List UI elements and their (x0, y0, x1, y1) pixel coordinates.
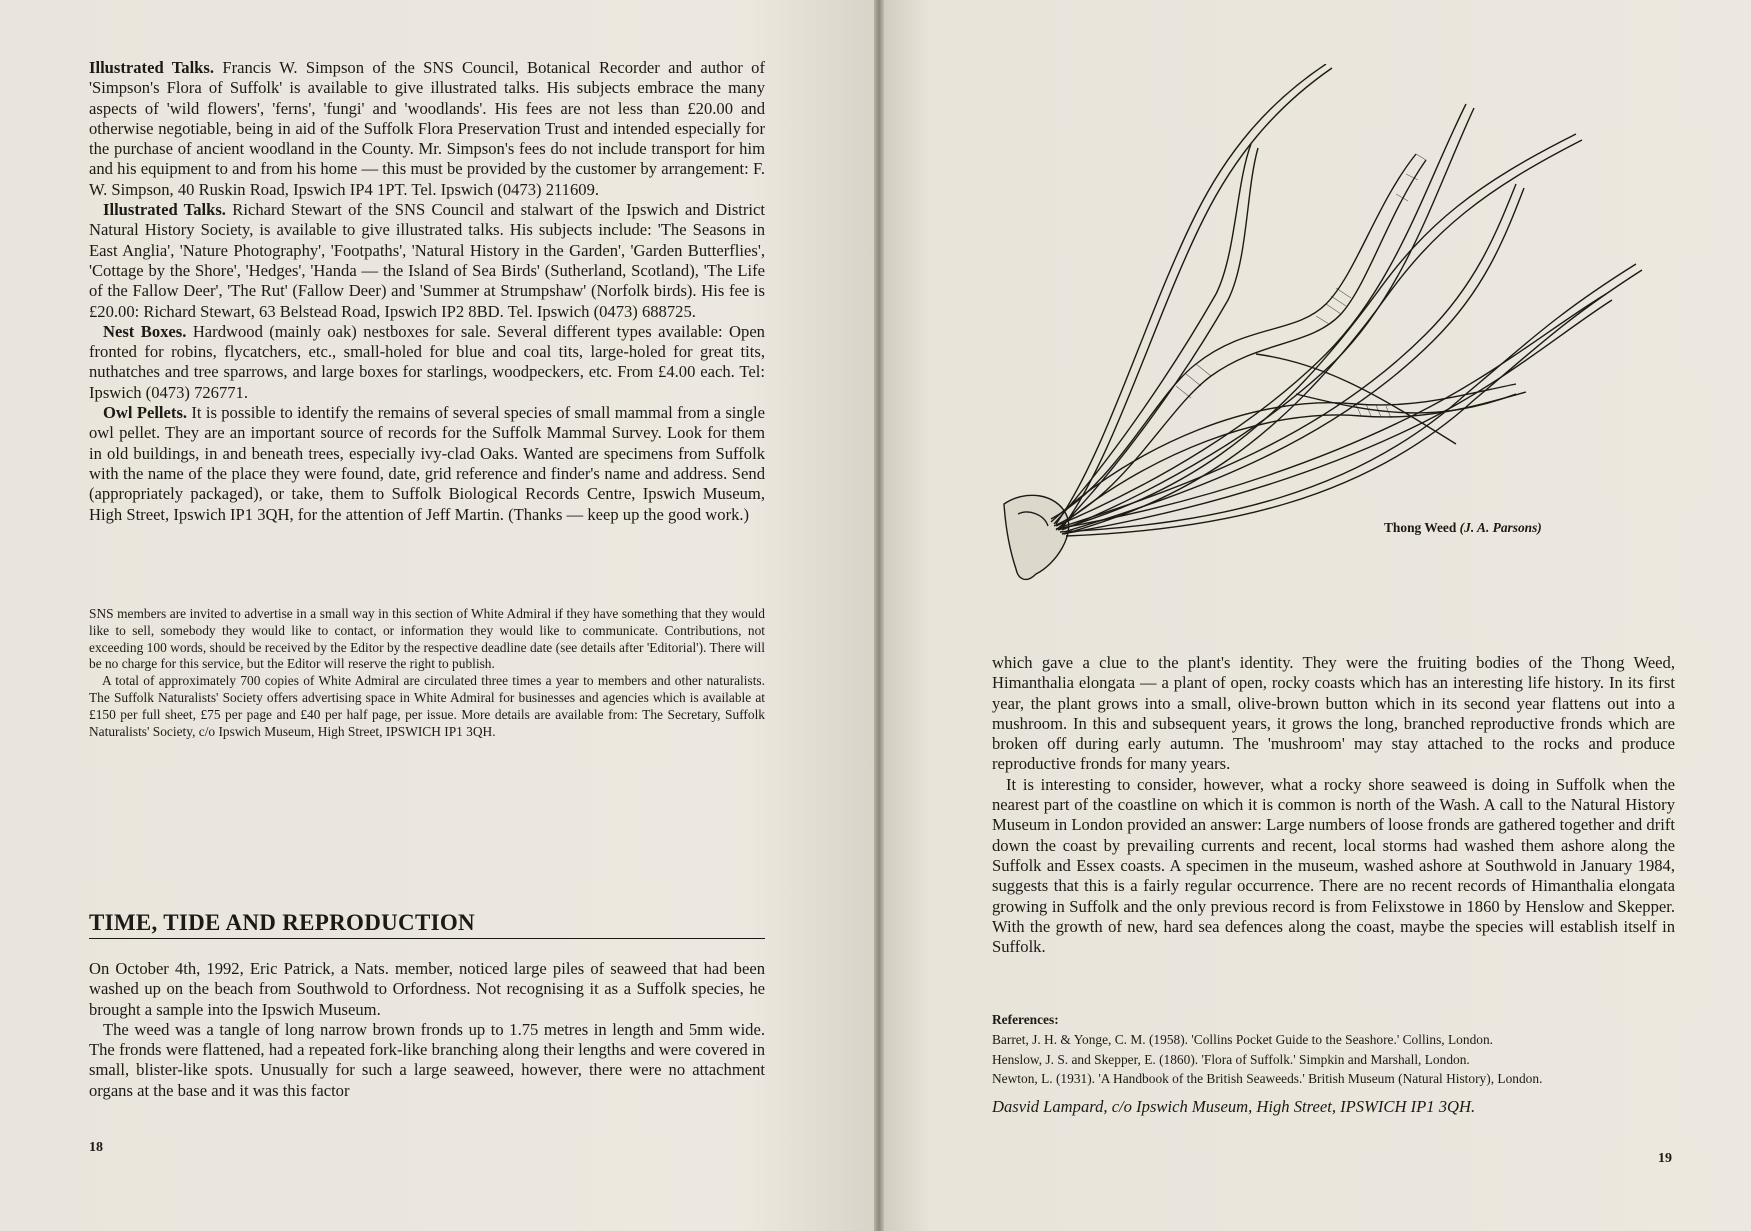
figure-caption: Thong Weed (J. A. Parsons) (1384, 520, 1542, 535)
notice-paragraph: A total of approximately 700 copies of White Admiral are circulated three times a year to members and other naturalists. The Suffolk Naturalists' Society offers advertising space in White Admiral for businesses and agencies which is available at £150 per full sheet, £75 per page and £40 per half page, per issue. More details are available from: The Secretary, Suffolk Naturalists' Society, c/o Ipswich Museum, High Street, IPSWICH IP1 3QH. (89, 673, 765, 739)
article-paragraph: The weed was a tangle of long narrow brown fronds up to 1.75 metres in length and 5mm wide. The fronds were flattened, had a repeated fork-like branching along their lengths and were covered in small, blister-like spots. Unusually for such a large seaweed, however, there were no attachment organs at the base and it was this factor (89, 1019, 765, 1100)
article-body-right (992, 653, 1675, 957)
reference-item: Newton, L. (1931). 'A Handbook of the British Seaweeds.' British Museum (Natural History), London. (992, 1071, 1543, 1086)
reference-item: Henslow, J. S. and Skepper, E. (1860). 'Flora of Suffolk.' Simpkin and Marshall, London. (992, 1051, 1470, 1067)
classified-item: Nest Boxes. Hardwood (mainly oak) nestboxes for sale. Several different types available: Open fronted for robins, flycatchers, etc., small-holed for blue and coal tits, large-holed for great tits, nuthatches and tree sparrows, and large boxes for starlings, woodpeckers, etc. From £4.00 each. Tel: Ipswich (0473) 726771. (89, 321, 765, 402)
article-paragraph: It is interesting to consider, however, what a rocky shore seaweed is doing in Suffolk when the nearest part of the coastline on which it is common is north of the Wash. A call to the Natural History Museum in London provided an answer: Large numbers of loose fronds are gathered together and drift down the coast by prevailing currents and recent, local storms had washed them ashore along the Suffolk and Essex coasts. A specimen in the museum, washed ashore at Southwold in January 1984, suggests that this is a fairly regular occurrence. There are no recent records of Himanthalia elongata growing in Suffolk and the only previous record is from Felixstowe in 1860 by Henslow and Skepper. With the growth of new, hard sea defences along the coast, maybe the species will establish itself in Suffolk. (992, 774, 1675, 957)
book-gutter (874, 0, 884, 1231)
reference-item: Barret, J. H. & Yonge, C. M. (1958). 'Collins Pocket Guide to the Seashore.' Collins, London. (992, 1032, 1493, 1047)
author-signature: Dasvid Lampard, c/o Ipswich Museum, High Street, IPSWICH IP1 3QH. (992, 1097, 1476, 1116)
article-body-left (89, 959, 765, 1101)
references-heading: References: (992, 1012, 1059, 1027)
classifieds-section (89, 58, 765, 525)
article-paragraph: On October 4th, 1992, Eric Patrick, a Nats. member, noticed large piles of seaweed that had been washed up on the beach from Southwold to Orfordness. Not recognising it as a Suffolk species, he brought a sample into the Ipswich Museum. (89, 959, 765, 1019)
notice-paragraph: SNS members are invited to advertise in a small way in this section of White Admiral if they have something that they would like to sell, somebody they would like to contact, or information they would like to communicate. Contributions, not exceeding 100 words, should be received by the Editor by the respective deadline date (see details after 'Editorial'). There will be no charge for this service, but the Editor will reserve the right to publish. (89, 606, 765, 672)
classified-item: Illustrated Talks. Richard Stewart of the SNS Council and stalwart of the Ipswich and District Natural History Society, is available to give illustrated talks. His subjects include: 'The Seasons in East Anglia', 'Nature Photography', 'Footpaths', 'Natural History in the Garden', 'Garden Butterflies', 'Cottage by the Shore', 'Hedges', 'Handa — the Island of Sea Birds' (Sutherland, Scotland), 'The Life of the Fallow Deer', 'The Rut' (Fallow Deer) and 'Summer at Strumpshaw' (Norfolk birds). His fee is £20.00: Richard Stewart, 63 Belstead Road, Ipswich IP2 8BD. Tel. Ipswich (0473) 688725. (89, 200, 766, 321)
classified-item: Owl Pellets. It is possible to identify the remains of several species of small mammal from a single owl pellet. They are an important source of records for the Suffolk Mammal Survey. Look for them in old buildings, in and beneath trees, especially ivy-clad Oaks. Wanted are specimens from Suffolk with the name of the place they were found, date, grid reference and finder's name and address. Send (appropriately packaged), or take, them to Suffolk Biological Records Centre, Ipswich Museum, High Street, Ipswich IP1 3QH, for the attention of Jeff Martin. (Thanks — keep up the good work.) (89, 403, 765, 524)
advertising-notice (89, 606, 765, 740)
figure-credit: (J. A. Parsons) (1459, 520, 1542, 535)
classified-item: Illustrated Talks. Francis W. Simpson of the SNS Council, Botanical Recorder and author of 'Simpson's Flora of Suffolk' is available to give illustrated talks. His subjects embrace the many aspects of 'wild flowers', 'ferns', 'fungi' and 'woodlands'. His fees are not less than £20.00 and otherwise negotiable, being in aid of the Suffolk Flora Preservation Trust and intended especially for the purchase of ancient woodland in the County. Mr. Simpson's fees do not include transport for him and his equipment to and from his home — this must be provided by the customer by arrangement: F. W. Simpson, 40 Ruskin Road, Ipswich IP4 1PT. Tel. Ipswich (0473) 211609. (89, 58, 765, 199)
page-number-left: 18 (89, 1140, 103, 1155)
thong-weed-illustration (996, 64, 1696, 624)
page-number-right: 19 (1658, 1151, 1672, 1166)
references-list (992, 1030, 1675, 1089)
article-title: TIME, TIDE AND REPRODUCTION (89, 910, 765, 939)
article-paragraph: which gave a clue to the plant's identity. They were the fruiting bodies of the Thong Weed, Himanthalia elongata — a plant of open, rocky coasts which has an interesting life history. In its first year, the plant grows into a small, olive-brown button which in its second year flattens out into a mushroom. In this and subsequent years, it grows the long, branched reproductive fronds which are broken off during early autumn. The 'mushroom' may stay attached to the rocks and produce reproductive fronds for many years. (992, 653, 1675, 774)
